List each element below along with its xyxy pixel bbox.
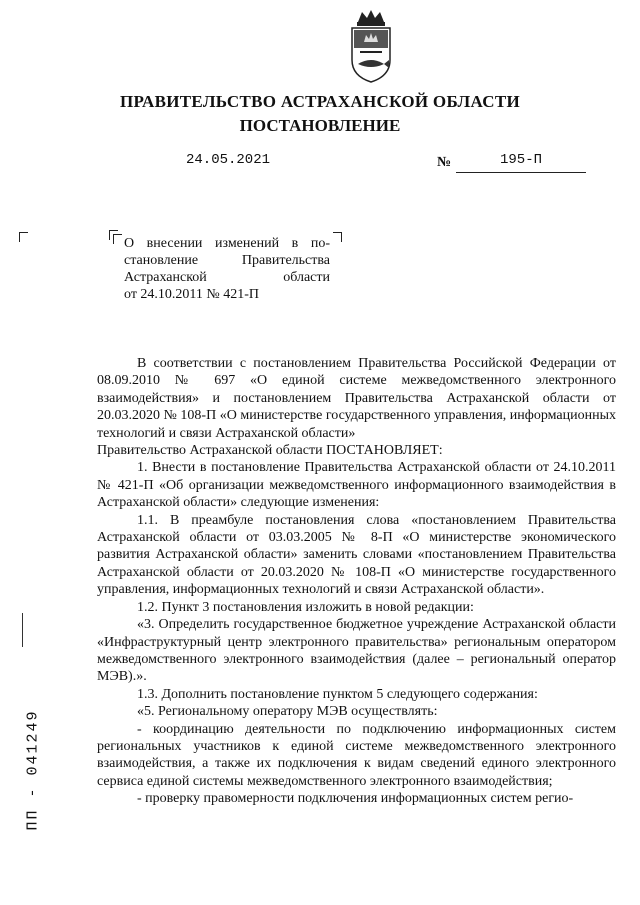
clause-1-2: 1.2. Пункт 3 постановления изложить в новой редакции: [137, 599, 474, 615]
number-sign: № [437, 155, 452, 170]
margin-mark [22, 613, 23, 647]
subject-corner-mark [333, 232, 342, 242]
serial-number-text: ПП - 041249 [24, 709, 42, 831]
document-number: 195-П [499, 152, 542, 168]
preamble-paragraph: В соответствии с постановлением Правительства Российской Федерации от 08.09.2010 № 697 «О единой системе межведомственного электронного взаимодействия» и постановлением Правительства Астраханской области от 20.03.2020 № 108-П «О министерстве государственного управления, информационных технологий и связи Астраханской области» [97, 356, 616, 441]
number-underline [456, 172, 586, 173]
document-date: 24.05.2021 [186, 152, 271, 168]
clause-1-3: 1.3. Дополнить постановление пунктом 5 следующего содержания: [137, 686, 538, 702]
subject-line: Астраханской области [124, 270, 330, 285]
serial-number-stamp [16, 700, 50, 840]
clause-1-2-quote: «3. Определить государственное бюджетное учреждение Астраханской области «Инфраструктурный центр электронного правительства» региональным оператором межведомственного электронного взаимодействия (далее – региональный оператор МЭВ).». [97, 617, 616, 685]
government-name: ПРАВИТЕЛЬСТВО АСТРАХАНСКОЙ ОБЛАСТИ [120, 92, 520, 111]
coat-of-arms-icon [340, 8, 402, 84]
document-subject [124, 235, 330, 303]
clause-1-3-quote: «5. Региональному оператору МЭВ осуществлять: [137, 704, 438, 720]
clause-1: 1. Внести в постановление Правительства Астраханской области от 24.10.2011 № 421-П «Об организации межведомственного информационного взаимодействия в Астраханской области» следующие изменения: [97, 460, 616, 511]
clause-1-1: 1.1. В преамбуле постановления слова «постановлением Правительства Астраханской области от 03.03.2005 № 8-П «О министерстве экономического развития Астраханской области» заменить словами «постановлением Правительства Астраханской области от 20.03.2020 № 108-П «О министерстве государственного управления, информационных технологий и связи Астраханской области». [97, 512, 616, 598]
subject-line: становление Правительства [124, 253, 330, 268]
document-body [97, 355, 616, 808]
document-type: ПОСТАНОВЛЕНИЕ [239, 116, 401, 135]
bullet-item: - проверку правомерности подключения информационных систем регио- [137, 791, 574, 807]
margin-corner-mark [19, 232, 28, 242]
subject-line: О внесении изменений в по- [124, 236, 330, 251]
subject-line: от 24.10.2011 № 421-П [124, 287, 260, 302]
bullet-item: - координацию деятельности по подключению информационных систем региональных участников к единой системе межведомственного электронного взаимодействия, а также их подключения к видам сведений единого электронного сервиса единой системы межведомственного электронного взаимодействия; [97, 721, 616, 789]
subject-corner-mark [113, 234, 122, 244]
resolution-line: Правительство Астраханской области ПОСТАНОВЛЯЕТ: [97, 443, 443, 459]
